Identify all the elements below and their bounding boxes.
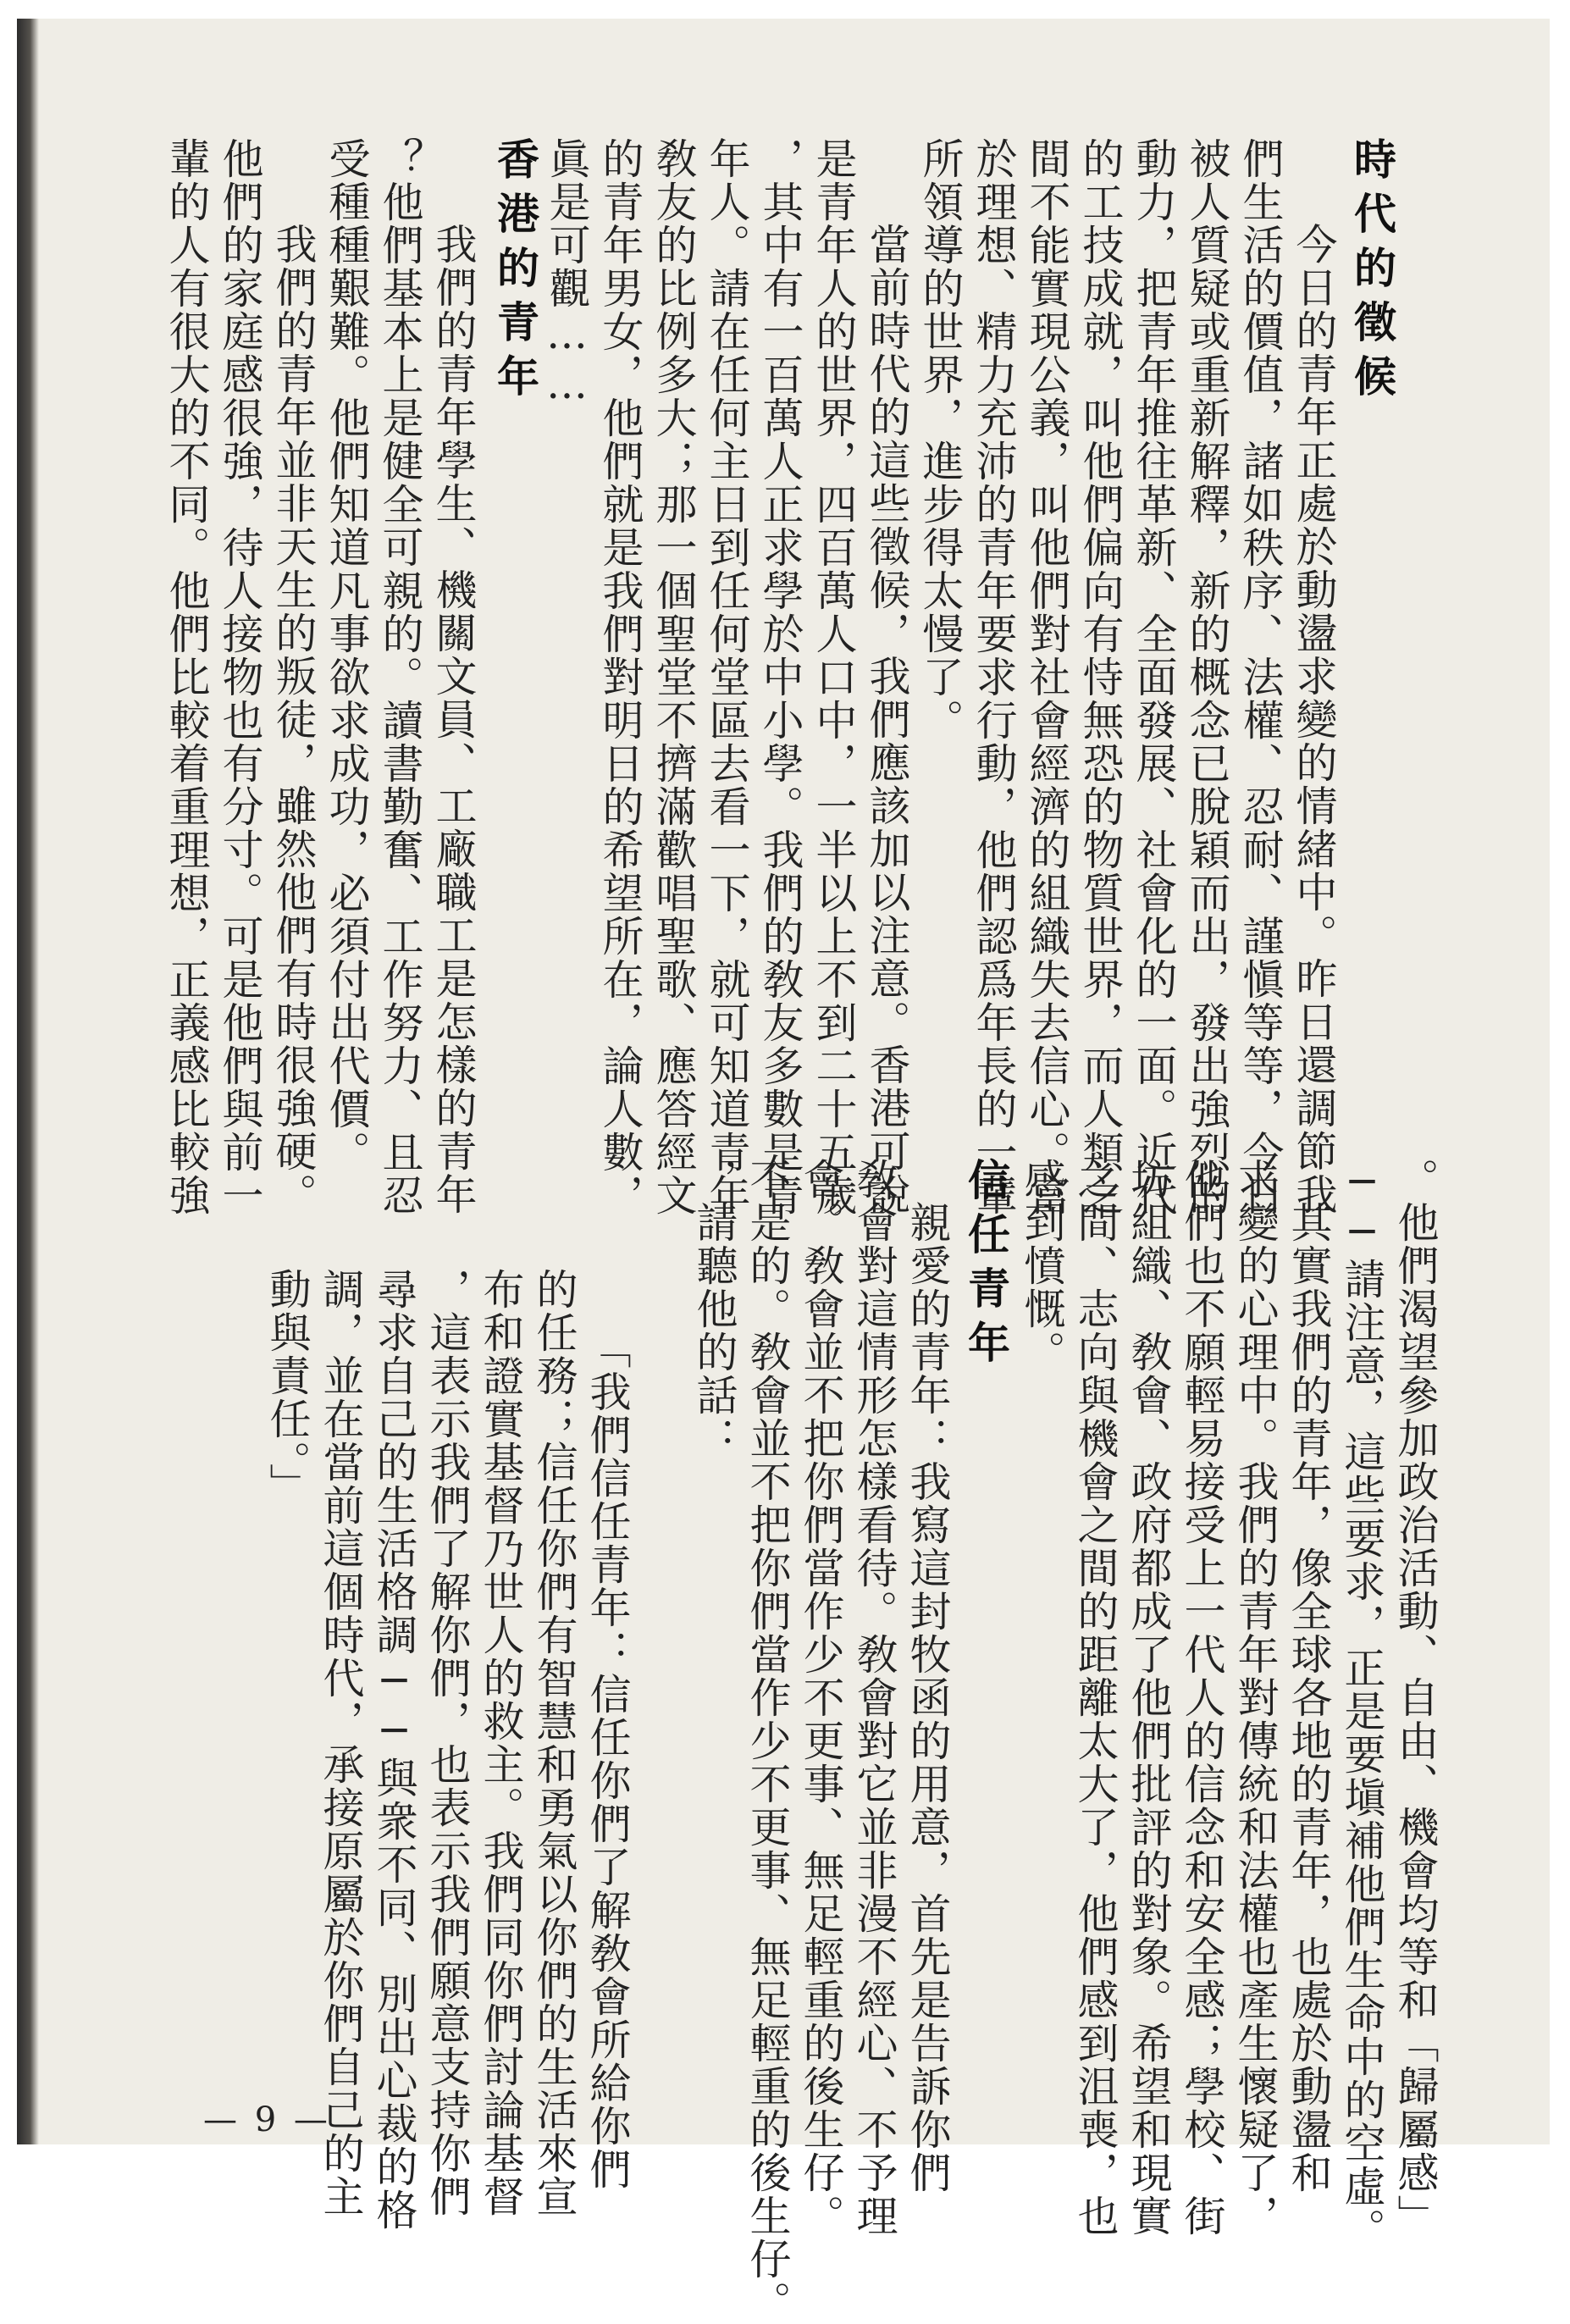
text-column: 感到憤慨。 [1018, 1158, 1066, 1374]
text-column: 不是的。敎會並不把你們當作少不更事、無足輕重的後生仔。 [744, 1158, 792, 2324]
text-column: 於理想、精力充沛的青年要求行動，他們認爲年長的一輩 [970, 137, 1018, 1217]
text-column: 敎會對這情形怎樣看待。敎會對它並非漫不經心、不予理 [850, 1158, 898, 2238]
text-column: 今日的青年正處於動盪求變的情緒中。昨日還調節我 [1290, 180, 1338, 1216]
text-column: 當前時代的這些徵候，我們應該加以注意。香港可說 [863, 180, 911, 1216]
quote-column: 動與責任。」 [263, 1268, 312, 1507]
scanned-page [17, 19, 1550, 2324]
text-column: 他們的家庭感很強，待人接物也有分寸。可是他們與前一 [216, 137, 264, 1217]
quote-column: 調，並在當前這個時代，承接原屬於你們自己的主 [317, 1268, 365, 2218]
quote-column: 尋求自己的生活格調──與衆不同、別出心裁的格 [370, 1268, 418, 2232]
quote-column: 布和證實基督乃世人的救主。我們同你們討論基督 [477, 1268, 525, 2218]
text-column: 是青年人的世界，四百萬人口中，一半以上不到二十五歲 [810, 137, 858, 1217]
quote-column: 的任務；信任你們有智慧和勇氣以你們的生活來宣 [530, 1268, 578, 2218]
text-column: 們生活的價值，諸如秩序、法權、忍耐、謹愼等等，今日 [1236, 137, 1285, 1217]
text-column: 動力，把青年推往革新、全面發展、社會化的一面。近代 [1130, 137, 1178, 1217]
text-column: ──請注意，這些要求，正是要塡補他們生命中的空虛。 [1338, 1158, 1386, 2251]
heading-hk-youth: 香港的青年 [490, 137, 539, 408]
text-column: 之間、志向與機會之間的距離太大了，他們感到沮喪，也 [1071, 1158, 1119, 2238]
text-column: ，請聽他的話： [690, 1158, 738, 1460]
text-column: 所領導的世界，進步得太慢了。 [916, 137, 965, 742]
text-column: 親愛的青年：我寫這封牧函的用意，首先是告訴你們 [904, 1158, 952, 2194]
text-column: 求變的心理中。我們的青年對傳統和法權也產生懷疑了， [1231, 1158, 1280, 2238]
text-column: 會。敎會並不把你們當作少不更事、無足輕重的後生仔。 [797, 1158, 845, 2238]
text-column: 受種種艱難。他們知道凡事欲求成功，必須付出代價。 [323, 137, 371, 1174]
text-column: ，其中有一百萬人正求學於中小學。我們的敎友多數是青 [756, 137, 804, 1217]
book-gutter [17, 19, 39, 2144]
text-column: 的工技成就，叫他們偏向有恃無恐的物質世界，而人類之 [1076, 137, 1125, 1217]
text-column: 的青年男女，他們就是我們對明日的希望所在，論人數， [596, 137, 644, 1217]
text-column: ？他們基本上是健全可親的。讀書勤奮、工作努力、且忍 [376, 137, 424, 1217]
text-column: 年人。請在任何主日到任何堂區去看一下，就可知道青年 [703, 137, 751, 1217]
heading-era-signs: 時代的徵候 [1347, 137, 1396, 408]
text-column: 眞是可觀…… [543, 137, 591, 410]
text-column: 我們的青年學生、機關文員、工廠職工是怎樣的青年 [429, 180, 478, 1216]
text-column: 。他們渴望參加政治活動、自由、機會均等和「歸屬感」 [1391, 1158, 1440, 2238]
heading-trust-youth: 信任青年 [961, 1158, 1010, 1375]
quote-column: 「我們信任青年：信任你們了解敎會所給你們 [583, 1327, 632, 2191]
text-column: 被人質疑或重新解釋，新的概念已脫穎而出，發出強烈的 [1183, 137, 1231, 1217]
text-column: 間不能實現公義，叫他們對社會經濟的組織失去信心。富 [1023, 137, 1071, 1217]
quote-column: ，這表示我們了解你們，也表示我們願意支持你們 [423, 1268, 472, 2218]
text-column: 坊組織、敎會、政府都成了他們批評的對象。希望和現實 [1125, 1158, 1173, 2238]
text-column: 我們的青年並非天生的叛徒，雖然他們有時很強硬。 [269, 180, 318, 1216]
text-column: 敎友的比例多大；那一個聖堂不擠滿歡唱聖歌、應答經文 [650, 137, 698, 1217]
text-column: 他們也不願輕易接受上一代人的信念和安全感；學校、街 [1178, 1158, 1226, 2238]
text-column: 其實我們的青年，像全球各地的青年，也處於動盪和 [1285, 1158, 1333, 2194]
text-column: 輩的人有很大的不同。他們比較着重理想，正義感比較強 [163, 137, 211, 1217]
page-number: — 9 — [203, 2100, 331, 2139]
